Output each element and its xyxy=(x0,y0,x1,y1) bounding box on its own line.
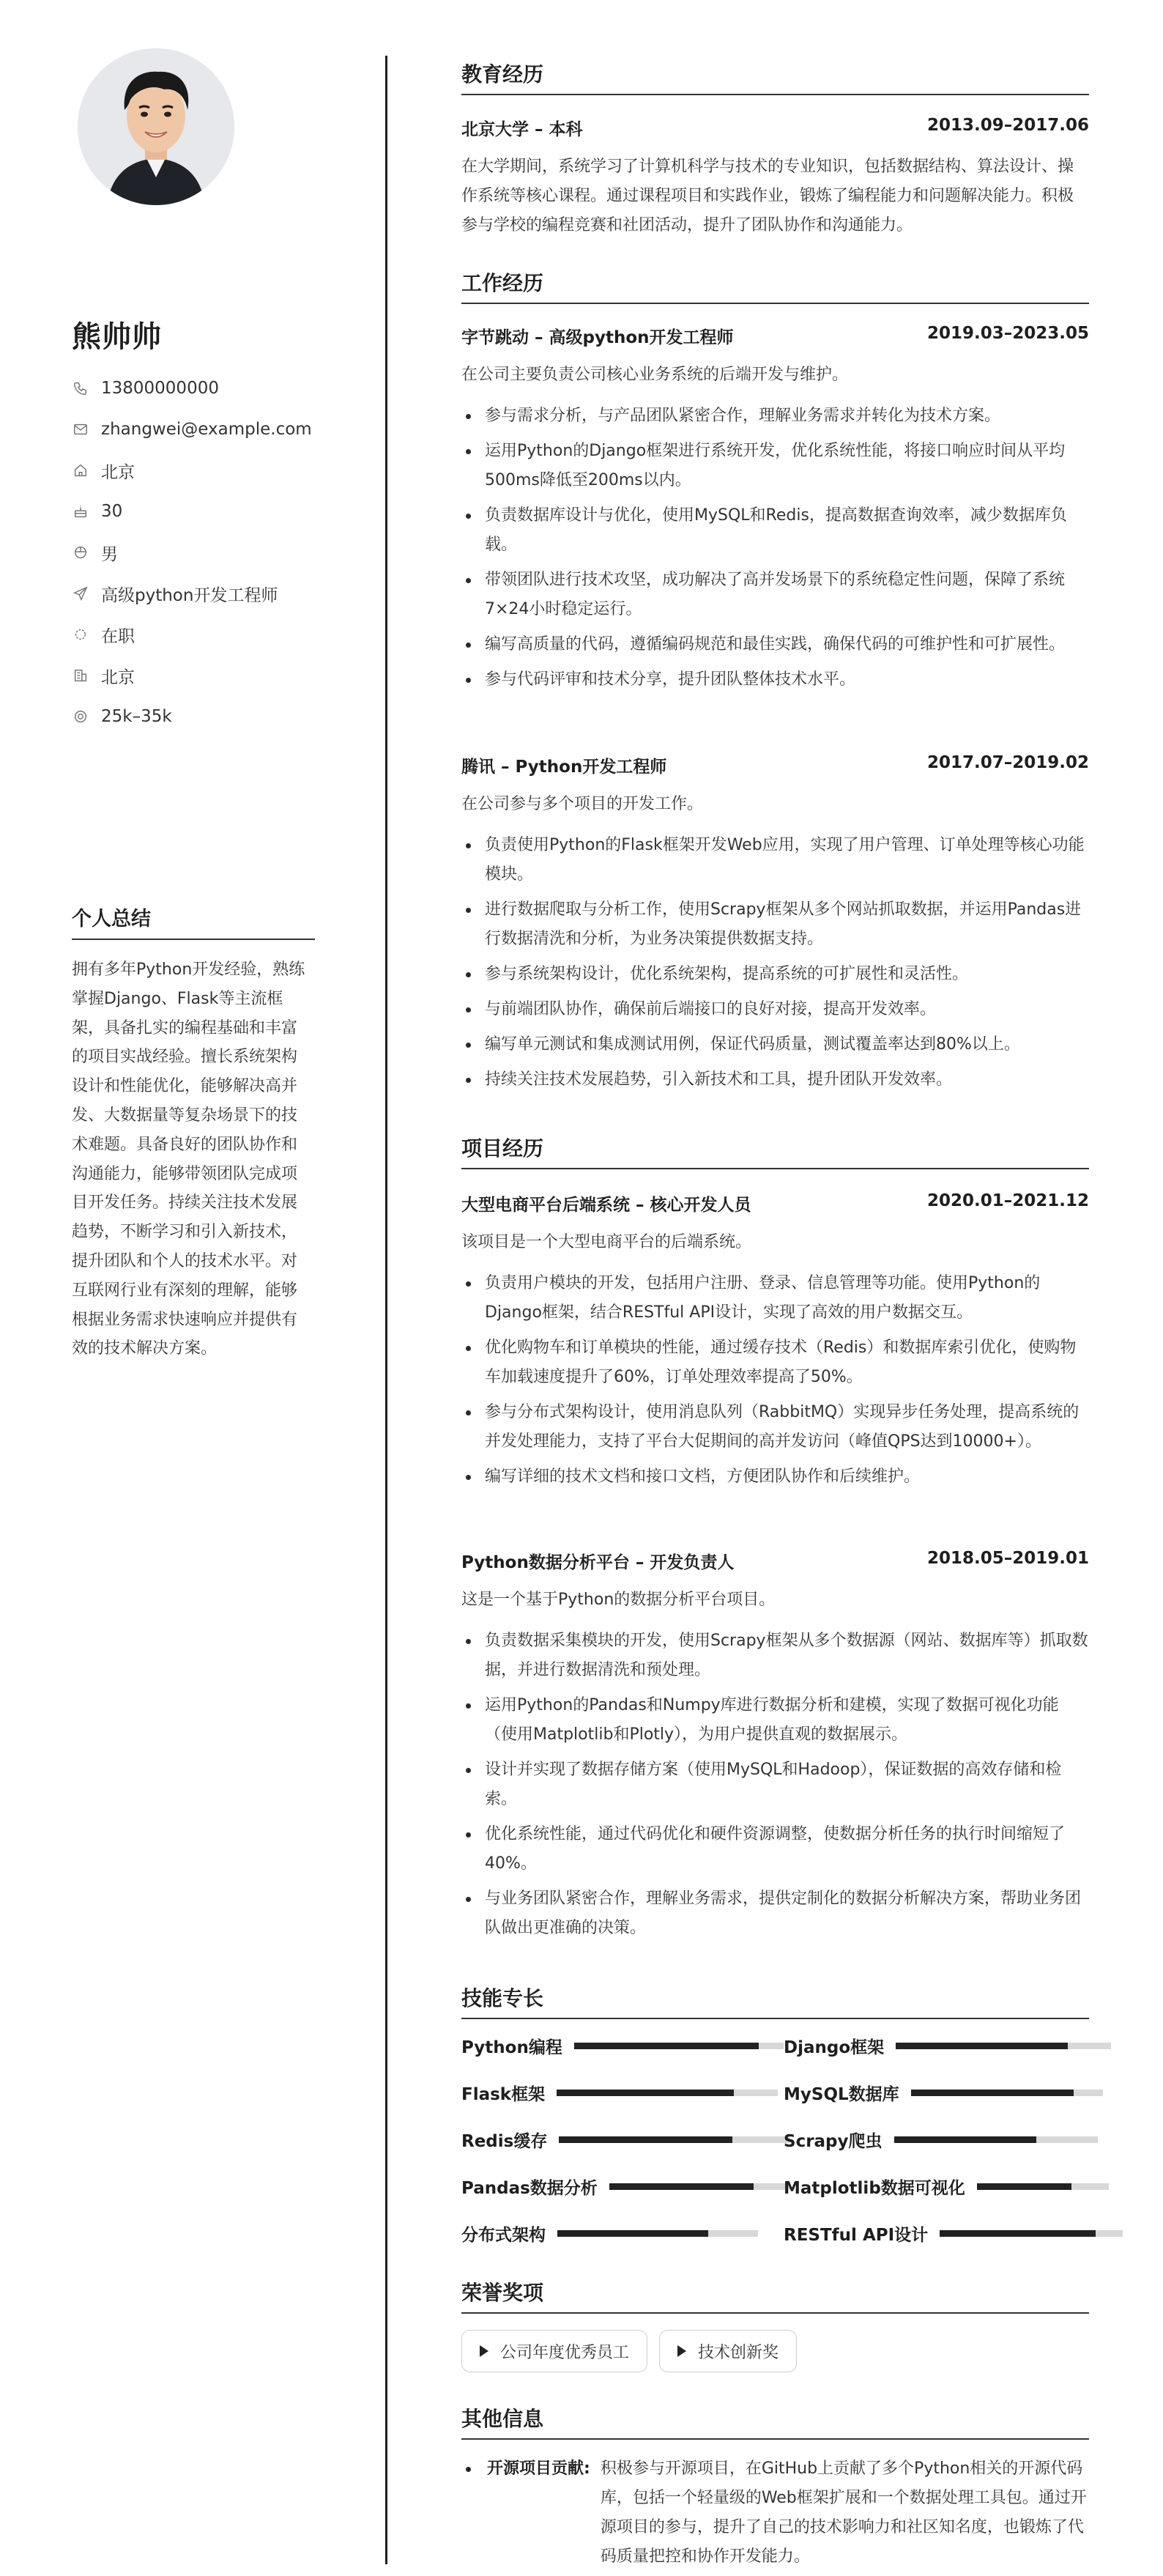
other-text: 积极参与开源项目，在GitHub上贡献了多个Python相关的开源代码库，包括一个轻量级的Web框架扩展和一个数据处理工具包。通过开源项目的参与，提升了自己的技术影响力和社区知名度，也锻炼了代码质量把控和协作开发能力。 xyxy=(600,2460,1087,2566)
contact-info-list xyxy=(72,368,318,737)
list-item: 负责数据采集模块的开发，使用Scrapy框架从多个数据源（网站、数据库等）抓取数据，并进行数据清洗和预处理。 xyxy=(461,1626,1089,1685)
project-title: Python数据分析平台 – 开发负责人 xyxy=(461,1553,735,1572)
skill-bar-fill xyxy=(609,2183,754,2190)
job-title: 腾讯 – Python开发工程师 xyxy=(461,758,667,777)
info-city: 北京 xyxy=(72,655,318,696)
skill-bar xyxy=(896,2043,1111,2049)
skill-bar xyxy=(911,2090,1103,2096)
education-heading: 教育经历 xyxy=(461,59,1089,95)
list-item: 与业务团队紧密合作，理解业务需求，提供定制化的数据分析解决方案，帮助业务团队做出更准确的决策。 xyxy=(461,1884,1089,1943)
list-item: 与前端团队协作，确保前后端接口的良好对接，提高开发效率。 xyxy=(461,995,1089,1024)
skill-item: Pandas数据分析 xyxy=(461,2175,789,2198)
job-header xyxy=(461,324,1089,348)
list-item: 进行数据爬取与分析工作，使用Scrapy框架从多个网站抓取数据，并运用Pandas进行数据清洗和分析，为业务决策提供数据支持。 xyxy=(461,895,1089,954)
project-period: 2020.01–2021.12 xyxy=(926,1191,1089,1210)
skill-bar-fill xyxy=(896,2043,1068,2049)
skill-bar xyxy=(894,2136,1098,2143)
info-status: 在职 xyxy=(72,614,318,655)
home-icon xyxy=(72,462,89,479)
main-content xyxy=(461,0,1106,2576)
list-item: 优化系统性能，通过代码优化和硬件资源调整，使数据分析任务的执行时间缩短了40%。 xyxy=(461,1820,1089,1879)
skill-item: Scrapy爬虫 xyxy=(784,2128,1098,2151)
play-icon xyxy=(677,2345,686,2357)
list-item: 参与需求分析，与产品团队紧密合作，理解业务需求并转化为技术方案。 xyxy=(461,401,1089,431)
job-intro: 在公司参与多个项目的开发工作。 xyxy=(461,795,704,813)
project-intro: 这是一个基于Python的数据分析平台项目。 xyxy=(461,1591,776,1609)
skill-item: 分布式架构 xyxy=(461,2221,758,2245)
mail-icon xyxy=(72,421,89,438)
skill-item: Django框架 xyxy=(784,2034,1111,2057)
info-age: 30 xyxy=(72,491,318,532)
skill-item: Redis缓存 xyxy=(461,2128,790,2151)
skill-bar-fill xyxy=(911,2090,1074,2096)
skill-bar xyxy=(609,2183,789,2190)
education-school: 北京大学 – 本科 xyxy=(461,120,583,139)
skill-bar-fill xyxy=(557,2090,734,2096)
summary-heading: 个人总结 xyxy=(72,903,315,940)
info-phone: 13800000000 xyxy=(72,368,318,409)
awards-heading: 荣誉奖项 xyxy=(461,2277,1089,2314)
column-divider xyxy=(385,56,387,2564)
other-heading: 其他信息 xyxy=(461,2403,1089,2440)
play-icon xyxy=(480,2345,488,2357)
other-item xyxy=(461,2454,1089,2572)
job-bullets xyxy=(461,831,1089,1100)
building-icon xyxy=(72,667,89,684)
info-gender: 男 xyxy=(72,532,318,573)
other-label: 开源项目贡献: xyxy=(487,2460,590,2478)
skill-bar xyxy=(559,2136,790,2143)
skill-bar xyxy=(940,2230,1123,2237)
skill-bar-fill xyxy=(557,2230,708,2237)
skill-item: Matplotlib数据可视化 xyxy=(784,2175,1109,2198)
awards-list xyxy=(461,2330,797,2372)
list-item: 编写详细的技术文档和接口文档，方便团队协作和后续维护。 xyxy=(461,1462,1089,1492)
list-item: 参与分布式架构设计，使用消息队列（RabbitMQ）实现异步任务处理，提高系统的并发处理能力，支持了平台大促期间的高并发访问（峰值QPS达到10000+）。 xyxy=(461,1398,1089,1457)
list-item: 运用Python的Pandas和Numpy库进行数据分析和建模，实现了数据可视化功能（使用Matplotlib和Plotly），为用户提供直观的数据展示。 xyxy=(461,1691,1089,1750)
project-header xyxy=(461,1549,1089,1573)
job-bullets xyxy=(461,401,1089,700)
project-intro: 该项目是一个大型电商平台的后端系统。 xyxy=(461,1233,752,1251)
info-position: 高级python开发工程师 xyxy=(72,573,318,614)
skill-bar xyxy=(557,2230,758,2237)
award-tag: 公司年度优秀员工 xyxy=(461,2330,647,2372)
gender-icon xyxy=(72,544,89,561)
award-tag: 技术创新奖 xyxy=(659,2330,797,2372)
skill-bar-fill xyxy=(574,2043,759,2049)
list-item: 负责数据库设计与优化，使用MySQL和Redis，提高数据查询效率，减少数据库负载。 xyxy=(461,501,1089,560)
skill-bar xyxy=(977,2183,1109,2190)
job-title: 字节跳动 – 高级python开发工程师 xyxy=(461,328,734,347)
avatar xyxy=(78,48,234,205)
education-entry-header xyxy=(461,116,1089,140)
summary-text: 拥有多年Python开发经验，熟练掌握Django、Flask等主流框架，具备扎实的编程基础和丰富的项目实战经验。擅长系统架构设计和性能优化，能够解决高并发、大数据量等复杂场景下的技术难题。具备良好的团队协作和沟通能力，能够带领团队完成项目开发任务。持续关注技术发展趋势，不断学习和引入新技术，提升团队和个人的技术水平。对互联网行业有深刻的理解，能够根据业务需求快速响应并提供有效的技术解决方案。 xyxy=(72,961,305,1358)
list-item: 参与系统架构设计，优化系统架构，提高系统的可扩展性和灵活性。 xyxy=(461,960,1089,989)
skill-bar xyxy=(557,2090,778,2096)
list-item: 负责用户模块的开发，包括用户注册、登录、信息管理等功能。使用Python的Django框架，结合RESTful API设计，实现了高效的用户数据交互。 xyxy=(461,1269,1089,1328)
project-title: 大型电商平台后端系统 – 核心开发人员 xyxy=(461,1196,751,1215)
skill-bar xyxy=(574,2043,784,2049)
cake-icon xyxy=(72,503,89,520)
skills-heading: 技能专长 xyxy=(461,1983,1089,2019)
candidate-name: 熊帅帅 xyxy=(72,320,162,354)
list-item: 持续关注技术发展趋势，引入新技术和工具，提升团队开发效率。 xyxy=(461,1065,1089,1095)
projects-heading: 项目经历 xyxy=(461,1133,1089,1169)
list-item: 优化购物车和订单模块的性能，通过缓存技术（Redis）和数据库索引优化，使购物车加载速度提升了60%，订单处理效率提高了50%。 xyxy=(461,1333,1089,1392)
bullet-dot xyxy=(466,2467,471,2472)
list-item: 设计并实现了数据存储方案（使用MySQL和Hadoop），保证数据的高效存储和检索。 xyxy=(461,1755,1089,1814)
list-item: 运用Python的Django框架进行系统开发，优化系统性能，将接口响应时间从平均500ms降低至200ms以内。 xyxy=(461,437,1089,495)
skill-bar-fill xyxy=(559,2136,732,2143)
send-icon xyxy=(72,585,89,602)
info-salary: 25k–35k xyxy=(72,696,318,737)
list-item: 带领团队进行技术攻坚，成功解决了高并发场景下的系统稳定性问题，保障了系统7×24小时稳定运行。 xyxy=(461,566,1089,624)
education-period: 2013.09–2017.06 xyxy=(926,116,1089,135)
sidebar xyxy=(72,0,318,2576)
skill-item: Python编程 xyxy=(461,2034,784,2057)
skill-bar-fill xyxy=(977,2183,1072,2190)
skill-item: RESTful API设计 xyxy=(784,2221,1123,2245)
skill-bar-fill xyxy=(940,2230,1096,2237)
project-bullets xyxy=(461,1626,1089,1949)
work-heading: 工作经历 xyxy=(461,267,1089,304)
list-item: 编写单元测试和集成测试用例，保证代码质量，测试覆盖率达到80%以上。 xyxy=(461,1030,1089,1059)
skill-item: MySQL数据库 xyxy=(784,2081,1103,2104)
list-item: 参与代码评审和技术分享，提升团队整体技术水平。 xyxy=(461,665,1089,695)
education-description: 在大学期间，系统学习了计算机科学与技术的专业知识，包括数据结构、算法设计、操作系统等核心课程。通过课程项目和实践作业，锻炼了编程能力和问题解决能力。积极参与学校的编程竞赛和社团活动，提升了团队协作和沟通能力。 xyxy=(461,158,1074,234)
job-header xyxy=(461,753,1089,777)
skill-item: Flask框架 xyxy=(461,2081,778,2104)
job-period: 2017.07–2019.02 xyxy=(926,753,1089,772)
project-bullets xyxy=(461,1269,1089,1498)
job-intro: 在公司主要负责公司核心业务系统的后端开发与维护。 xyxy=(461,366,849,384)
avatar-portrait-icon xyxy=(78,48,234,205)
project-header xyxy=(461,1191,1089,1215)
list-item: 负责使用Python的Flask框架开发Web应用，实现了用户管理、订单处理等核心功能模块。 xyxy=(461,831,1089,889)
status-icon xyxy=(72,626,89,643)
info-email: zhangwei@example.com xyxy=(72,409,318,450)
phone-icon xyxy=(72,380,89,397)
list-item: 编写高质量的代码，遵循编码规范和最佳实践，确保代码的可维护性和可扩展性。 xyxy=(461,630,1089,659)
job-period: 2019.03–2023.05 xyxy=(926,324,1089,343)
project-period: 2018.05–2019.01 xyxy=(926,1549,1089,1568)
info-location: 北京 xyxy=(72,450,318,491)
salary-icon xyxy=(72,708,89,725)
skill-bar-fill xyxy=(894,2136,1037,2143)
